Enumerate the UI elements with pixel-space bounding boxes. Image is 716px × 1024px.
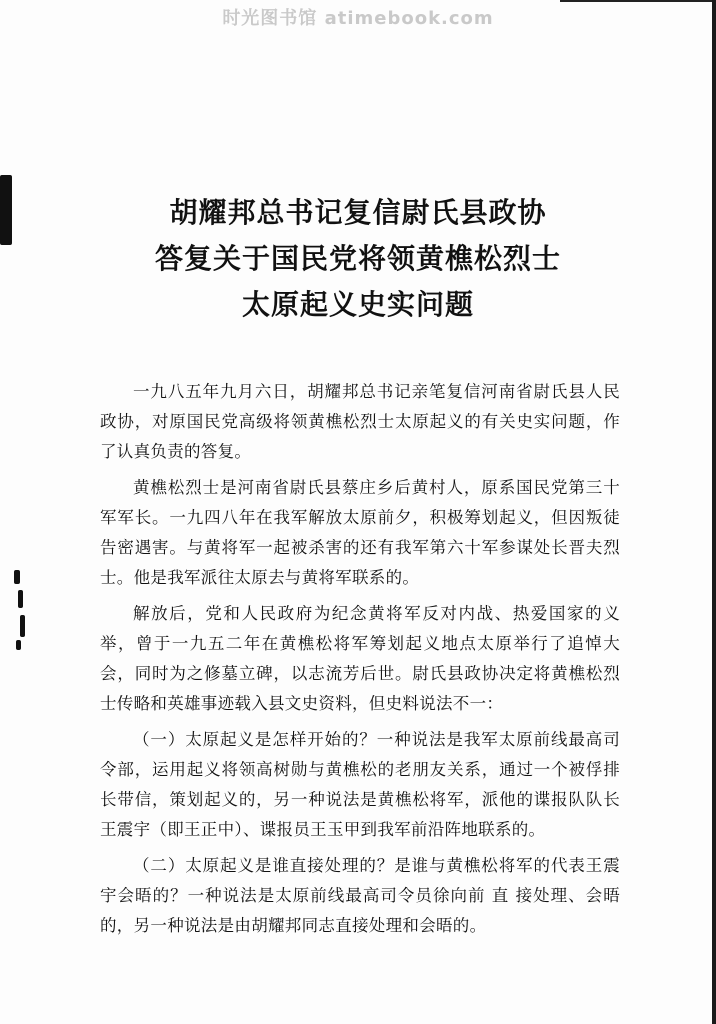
title-line-2: 答复关于国民党将领黄樵松烈士 — [154, 242, 561, 275]
scan-speck-4 — [20, 615, 25, 637]
scan-speck-5 — [16, 640, 21, 650]
document-body — [100, 377, 620, 947]
paragraph-1: 一九八五年九月六日，胡耀邦总书记亲笔复信河南省尉氏县人民政协，对原国民党高级将领黄樵松烈士太原起义的有关史实问题，作了认真负责的答复。 — [100, 382, 620, 461]
scan-speck-2 — [14, 570, 20, 584]
paragraph-2: 黄樵松烈士是河南省尉氏县蔡庄乡后黄村人，原系国民党第三十军军长。一九四八年在我军解放太原前夕，积极筹划起义，但因叛徒告密遇害。与黄将军一起被杀害的还有我军第六十军参谋处长晋夫烈士。他是我军派往太原去与黄将军联系的。 — [100, 478, 620, 587]
scan-top-edge — [560, 0, 716, 2]
watermark: 时光图书馆 atimebook.com — [222, 8, 494, 29]
scan-speck-3 — [18, 590, 23, 608]
paragraph-5: （二）太原起义是谁直接处理的？是谁与黄樵松将军的代表王震宇会晤的？一种说法是太原前线最高司令员徐向前 直 接处理、会晤的，另一种说法是由胡耀邦同志直接处理和会晤的。 — [100, 856, 620, 935]
title-line-1: 胡耀邦总书记复信尉氏县政协 — [169, 196, 547, 229]
paragraph-3: 解放后，党和人民政府为纪念黄将军反对内战、热爱国家的义举，曾于一九五二年在黄樵松将军筹划起义地点太原举行了追悼大会，同时为之修墓立碑，以志流芳后世。尉氏县政协决定将黄樵松烈士传略和英雄事迹载入县文史资料，但史料说法不一： — [100, 604, 620, 713]
scan-right-edge — [712, 0, 716, 1024]
paragraph-4: （一）太原起义是怎样开始的？一种说法是我军太原前线最高司令部，运用起义将领高树勋与黄樵松的老朋友关系，通过一个被俘排长带信，策划起义的，另一种说法是黄樵松将军，派他的谍报队队长王震宇（即王正中）、谍报员王玉甲到我军前沿阵地联系的。 — [100, 730, 620, 839]
document-title — [0, 190, 716, 328]
title-line-3: 太原起义史实问题 — [241, 288, 474, 321]
